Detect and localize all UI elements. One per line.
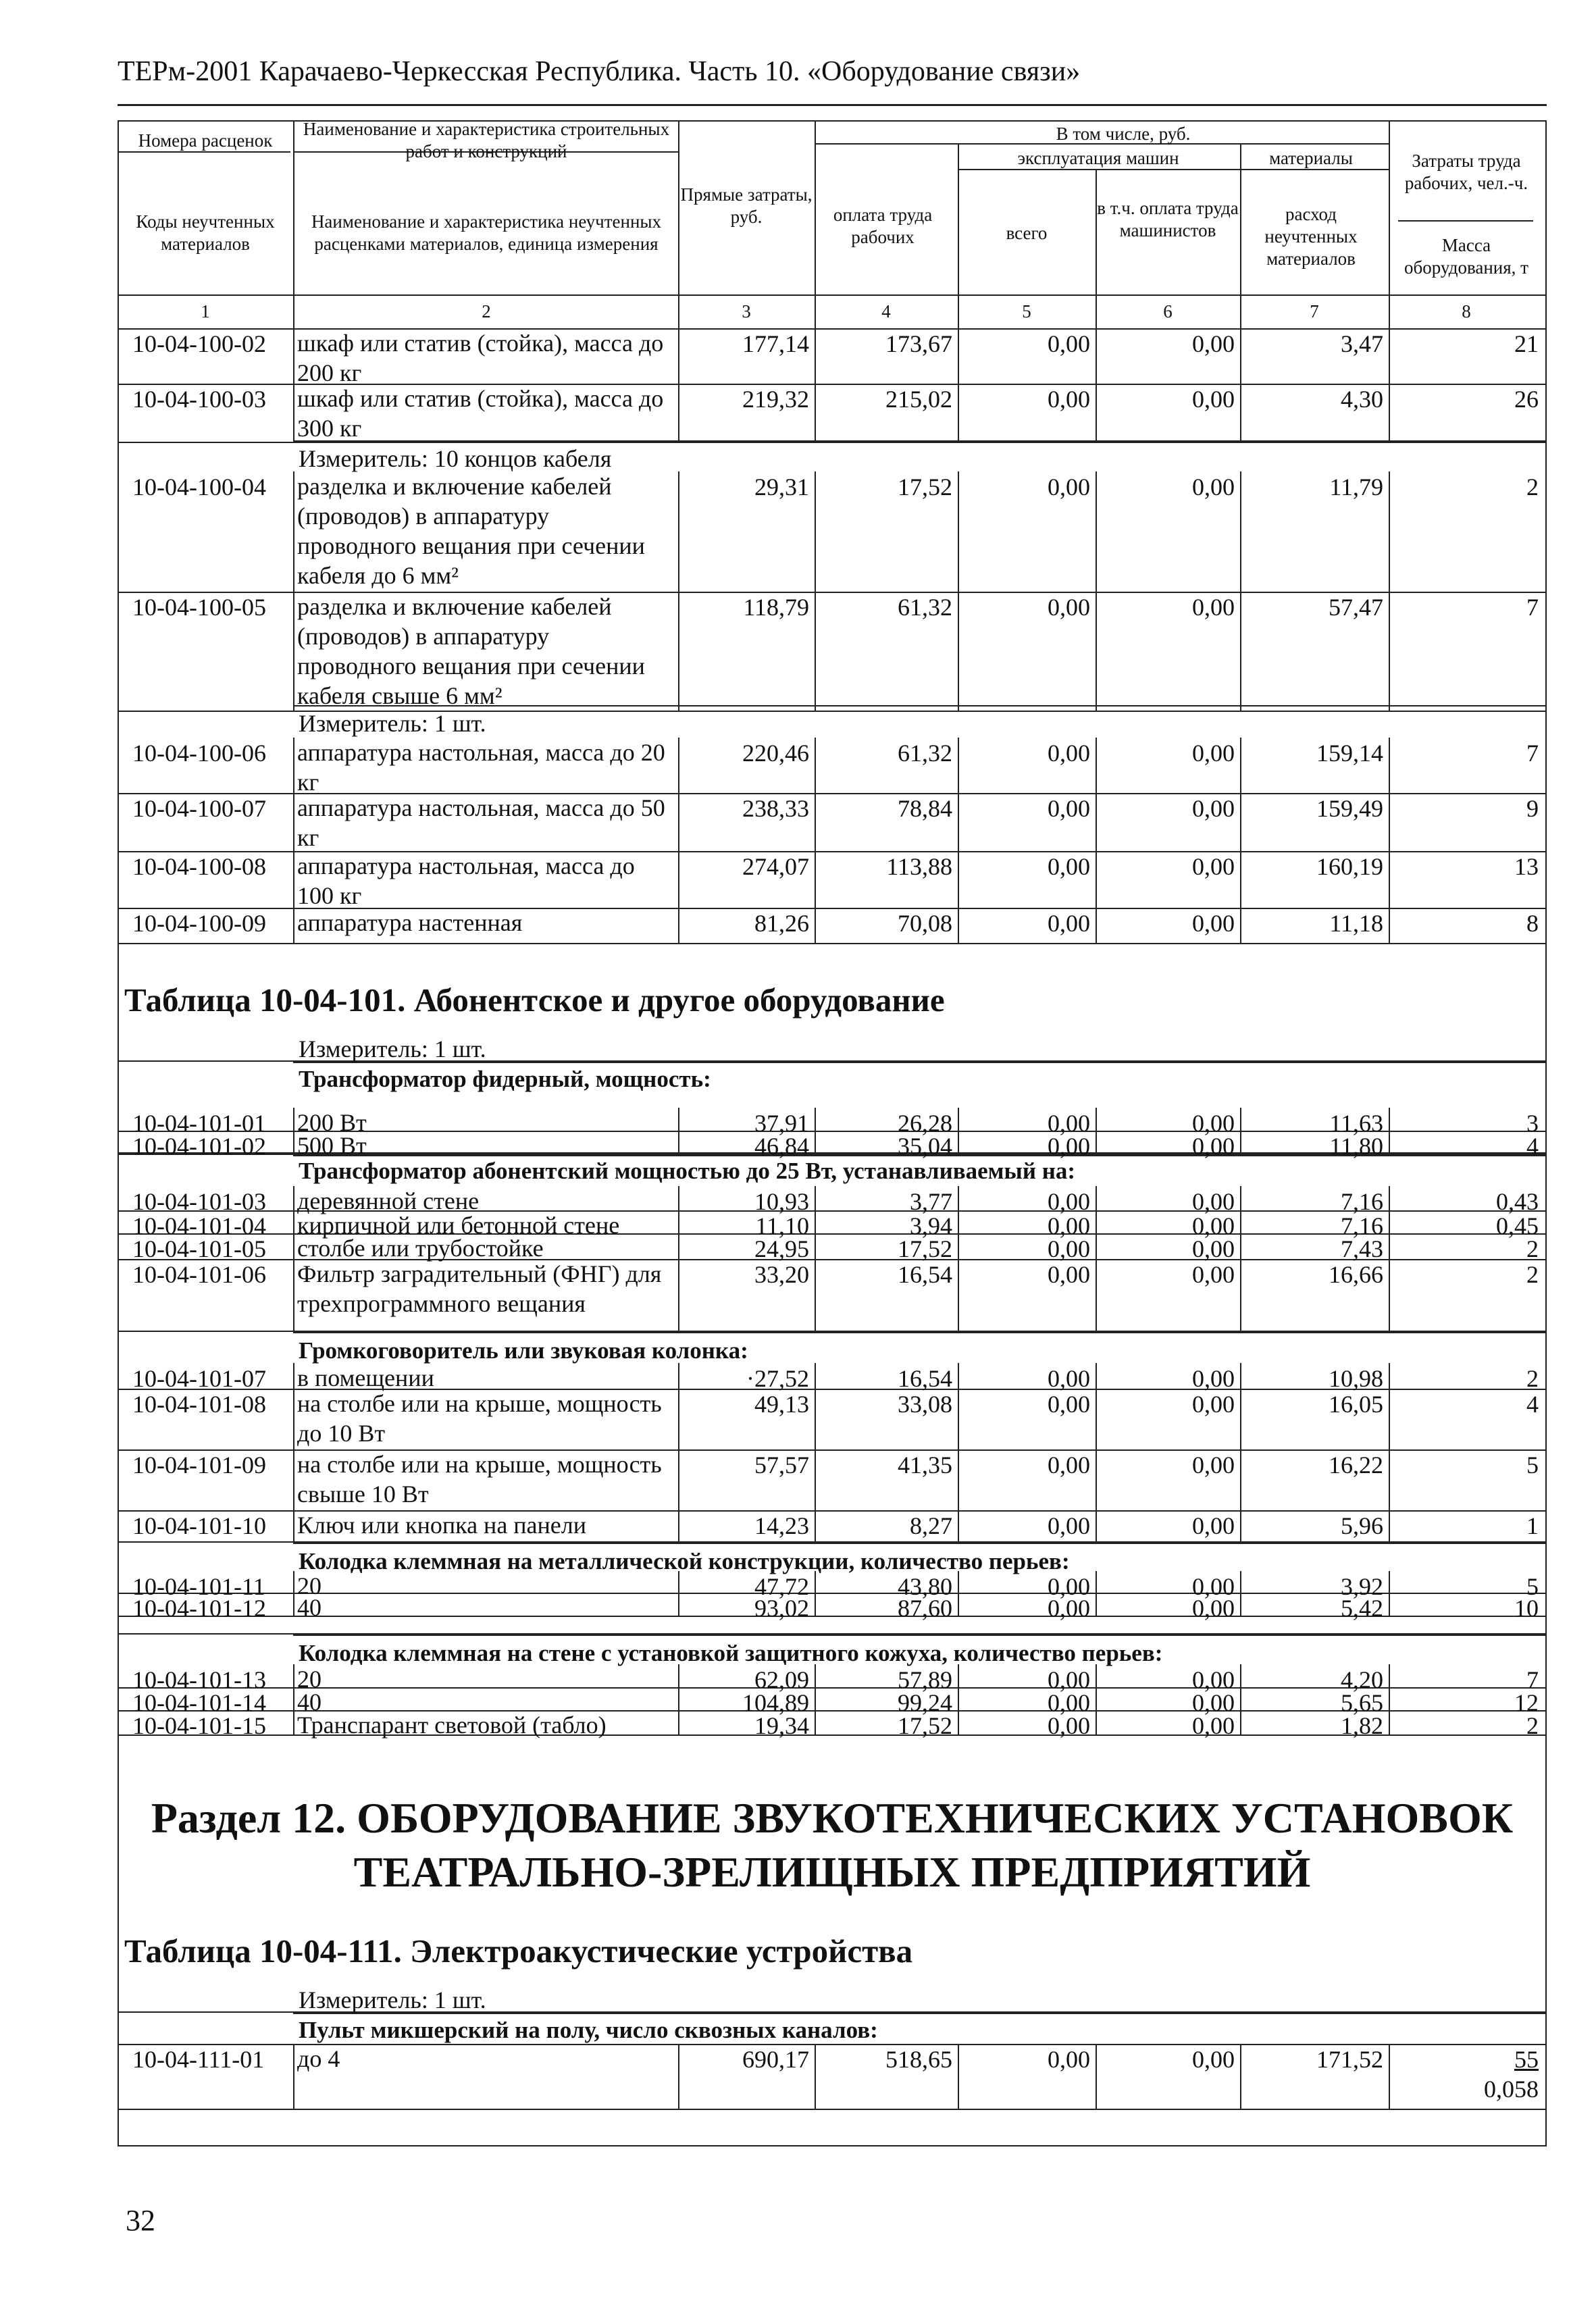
direct-costs: 238,33 — [742, 795, 809, 822]
rate-name: 20 — [297, 1666, 321, 1693]
row-vline — [293, 1593, 294, 1616]
materials: 4,30 — [1341, 386, 1383, 413]
rate-name: на столбе или на крыше, мощность свыше 10 Вт — [297, 1451, 662, 1508]
rate-code: 10-04-101-05 — [132, 1235, 266, 1262]
rate-code: 10-04-101-07 — [132, 1365, 266, 1392]
equipment-mass: 0,058 — [1484, 2076, 1539, 2103]
machine-total: 0,00 — [1048, 1595, 1090, 1622]
table-10-04-101-title: Таблица 10-04-101. Абонентское и другое оборудование — [124, 981, 945, 1019]
worker-wages: 78,84 — [898, 795, 952, 822]
worker-wages: 70,08 — [898, 910, 952, 937]
rate-name: до 4 — [297, 2045, 340, 2072]
direct-costs: 10,93 — [754, 1188, 809, 1215]
rate-name: аппаратура настенная — [297, 909, 523, 936]
labor-hours: 2 — [1526, 1235, 1539, 1262]
worker-wages: 8,27 — [910, 1512, 952, 1539]
materials: 3,47 — [1341, 330, 1383, 357]
direct-costs: 220,46 — [742, 740, 809, 767]
machine-total: 0,00 — [1048, 853, 1090, 880]
labor-hours: 21 — [1514, 330, 1539, 357]
rate-name: кирпичной или бетонной стене — [297, 1212, 620, 1239]
machine-total: 0,00 — [1048, 910, 1090, 937]
worker-wages: 16,54 — [898, 1261, 952, 1288]
page-number: 32 — [126, 2204, 155, 2237]
machine-total: 0,00 — [1048, 1365, 1090, 1392]
row-vline — [293, 1131, 294, 1152]
row-vline — [293, 2044, 294, 2109]
rate-name: 500 Вт — [297, 1132, 367, 1159]
group-terminal-block-metal: Колодка клеммная на металлической конструкции, количество перьев: — [299, 1548, 1070, 1574]
machine-total: 0,00 — [1048, 1712, 1090, 1739]
machinist-wages: 0,00 — [1192, 740, 1235, 767]
direct-costs: 37,91 — [754, 1110, 809, 1137]
materials: 7,43 — [1341, 1235, 1383, 1262]
row-vline — [293, 384, 294, 442]
rate-name: аппаратура настольная, масса до 100 кг — [297, 852, 635, 909]
row-vline — [293, 1210, 294, 1233]
labor-hours: 5 — [1526, 1573, 1539, 1600]
worker-wages: 35,04 — [898, 1133, 952, 1160]
rate-name: столбе или трубостойке — [297, 1235, 544, 1262]
machinist-wages: 0,00 — [1192, 330, 1235, 357]
worker-wages: 16,54 — [898, 1365, 952, 1392]
rate-name: аппаратура настольная, масса до 50 кг — [297, 794, 665, 851]
machine-total: 0,00 — [1048, 1666, 1090, 1693]
row-vline — [293, 1363, 294, 1389]
machine-total: 0,00 — [1048, 795, 1090, 822]
machinist-wages: 0,00 — [1192, 1365, 1235, 1392]
rate-code: 10-04-101-15 — [132, 1712, 266, 1739]
worker-wages: 99,24 — [898, 1689, 952, 1716]
colnum-4: 4 — [881, 301, 891, 322]
labor-hours: 5 — [1526, 1451, 1539, 1479]
machinist-wages: 0,00 — [1192, 1595, 1235, 1622]
labor-hours: 7 — [1526, 740, 1539, 767]
measure-unit: Измеритель: 1 шт. — [299, 1986, 486, 2013]
machinist-wages: 0,00 — [1192, 1451, 1235, 1479]
row-vline — [293, 1259, 294, 1331]
machinist-wages: 0,00 — [1192, 594, 1235, 621]
worker-wages: 87,60 — [898, 1595, 952, 1622]
direct-costs: 11,10 — [755, 1212, 809, 1239]
worker-wages: 3,94 — [910, 1212, 952, 1239]
labor-hours: 2 — [1526, 1365, 1539, 1392]
labor-hours: 12 — [1514, 1689, 1539, 1716]
direct-costs: 57,57 — [754, 1451, 809, 1479]
materials: 11,80 — [1329, 1133, 1383, 1160]
materials: 57,47 — [1329, 594, 1383, 621]
rate-name: Фильтр заградительный (ФНГ) для трехпрограммного вещания — [297, 1260, 662, 1317]
direct-costs: 177,14 — [742, 330, 809, 357]
labor-hours: 4 — [1526, 1391, 1539, 1418]
header-col4: оплата труда рабочих — [833, 205, 933, 247]
machinist-wages: 0,00 — [1192, 853, 1235, 880]
worker-wages: 17,52 — [898, 473, 952, 500]
rate-name: 20 — [297, 1572, 321, 1599]
materials: 1,82 — [1341, 1712, 1383, 1739]
header-incl: В том числе, руб. — [1056, 123, 1191, 144]
labor-hours: 0,43 — [1496, 1188, 1539, 1215]
rate-name: деревянной стене — [297, 1187, 480, 1214]
machinist-wages: 0,00 — [1192, 910, 1235, 937]
materials: 10,98 — [1329, 1365, 1383, 1392]
direct-costs: ·27,52 — [746, 1365, 809, 1392]
rate-code: 10-04-101-02 — [132, 1133, 266, 1160]
rate-name: в помещении — [297, 1364, 434, 1391]
machinist-wages: 0,00 — [1192, 2046, 1235, 2073]
header-col8-bottom: Масса оборудования, т — [1404, 235, 1528, 278]
rate-code: 10-04-101-09 — [132, 1451, 266, 1479]
colnum-5: 5 — [1022, 301, 1031, 322]
machinist-wages: 0,00 — [1192, 1133, 1235, 1160]
rate-name: разделка и включение кабелей (проводов) в аппаратуру проводного вещания при сечении кабеля свыше 6 мм² — [297, 593, 645, 709]
worker-wages: 518,65 — [885, 2046, 952, 2073]
labor-hours: 7 — [1526, 1666, 1539, 1693]
row-vline — [293, 793, 294, 851]
measure-unit: Измеритель: 1 шт. — [299, 710, 486, 737]
row-vline — [293, 1389, 294, 1449]
machinist-wages: 0,00 — [1192, 1512, 1235, 1539]
machinist-wages: 0,00 — [1192, 1391, 1235, 1418]
rate-name: Ключ или кнопка на панели — [297, 1512, 587, 1539]
header-col3: Прямые затраты, руб. — [680, 184, 813, 227]
row-vline — [293, 738, 294, 793]
machine-total: 0,00 — [1048, 1212, 1090, 1239]
labor-hours: 26 — [1514, 386, 1539, 413]
row-vline — [293, 328, 294, 384]
direct-costs: 33,20 — [754, 1261, 809, 1288]
rate-code: 10-04-100-09 — [132, 910, 266, 937]
header-col6: в т.ч. оплата труда машинистов — [1097, 198, 1239, 240]
row-rule — [118, 1541, 1547, 1543]
row-rule — [118, 1331, 1547, 1332]
header-col2-bottom: Наименование и характеристика неучтенных расценками материалов, единица измерения — [311, 211, 662, 254]
materials: 16,22 — [1329, 1451, 1383, 1479]
machine-total: 0,00 — [1048, 1689, 1090, 1716]
header-bottom-rule — [118, 294, 1547, 296]
machinist-wages: 0,00 — [1192, 1666, 1235, 1693]
worker-wages: 215,02 — [885, 386, 952, 413]
colnum-2: 2 — [482, 301, 491, 322]
header-mach: эксплуатация машин — [1017, 147, 1179, 168]
materials: 171,52 — [1316, 2046, 1383, 2073]
header-col7: расход неучтенных материалов — [1264, 203, 1358, 269]
direct-costs: 104,89 — [742, 1689, 809, 1716]
row-vline — [293, 1510, 294, 1541]
labor-hours: 2 — [1526, 473, 1539, 500]
worker-wages: 113,88 — [886, 853, 952, 880]
direct-costs: 29,31 — [754, 473, 809, 500]
materials: 160,19 — [1316, 853, 1383, 880]
measure-unit: Измеритель: 1 шт. — [299, 1035, 486, 1062]
worker-wages: 43,80 — [898, 1573, 952, 1600]
rate-code: 10-04-101-14 — [132, 1689, 266, 1716]
worker-wages: 3,77 — [910, 1188, 952, 1215]
rate-code: 10-04-101-04 — [132, 1212, 266, 1239]
direct-costs: 46,84 — [754, 1133, 809, 1160]
materials: 5,42 — [1341, 1595, 1383, 1622]
materials: 7,16 — [1341, 1212, 1383, 1239]
rate-code: 10-04-100-04 — [132, 473, 266, 500]
rate-name: Транспарант световой (табло) — [297, 1712, 607, 1739]
labor-hours: 13 — [1514, 853, 1539, 880]
worker-wages: 17,52 — [898, 1235, 952, 1262]
section-12-title: Раздел 12. ОБОРУДОВАНИЕ ЗВУКОТЕХНИЧЕСКИХ УСТАНОВОК ТЕАТРАЛЬНО-ЗРЕЛИЩНЫХ ПРЕДПРИЯТИЙ — [151, 1794, 1514, 1896]
machinist-wages: 0,00 — [1192, 1188, 1235, 1215]
group-mixing-console: Пульт микшерский на полу, число сквозных каналов: — [299, 2017, 878, 2043]
labor-hours: 2 — [1526, 1261, 1539, 1288]
row-rule — [118, 943, 1547, 944]
row-vline — [293, 1571, 294, 1593]
header-col1-top: Номера расценок — [138, 130, 273, 151]
labor-hours: 9 — [1526, 795, 1539, 822]
colnum-6: 6 — [1163, 301, 1173, 322]
direct-costs: 118,79 — [743, 594, 809, 621]
rate-name: разделка и включение кабелей (проводов) в аппаратуру проводного вещания при сечении кабеля до 6 мм² — [297, 473, 645, 589]
materials: 16,05 — [1329, 1391, 1383, 1418]
labor-hours: 1 — [1526, 1512, 1539, 1539]
rate-name: 40 — [297, 1689, 321, 1716]
machinist-wages: 0,00 — [1192, 473, 1235, 500]
materials: 11,18 — [1329, 910, 1383, 937]
rate-code: 10-04-100-02 — [132, 330, 266, 357]
rate-code: 10-04-100-07 — [132, 795, 266, 822]
direct-costs: 62,09 — [754, 1666, 809, 1693]
machinist-wages: 0,00 — [1192, 1212, 1235, 1239]
row-vline — [293, 1664, 294, 1687]
direct-costs: 93,02 — [754, 1595, 809, 1622]
section-rule — [118, 1633, 1547, 1635]
header-mat: материалы — [1269, 147, 1353, 168]
rate-code: 10-04-101-03 — [132, 1188, 266, 1215]
labor-hours: 10 — [1514, 1595, 1539, 1622]
group-top-rule — [293, 1332, 1547, 1333]
machine-total: 0,00 — [1048, 1573, 1090, 1600]
row-vline — [293, 592, 294, 711]
machine-total: 0,00 — [1048, 1261, 1090, 1288]
machine-total: 0,00 — [1048, 594, 1090, 621]
header-col8-top: Затраты труда рабочих, чел.-ч. — [1404, 151, 1528, 193]
rate-code: 10-04-100-03 — [132, 386, 266, 413]
machine-total: 0,00 — [1048, 1451, 1090, 1479]
machinist-wages: 0,00 — [1192, 1689, 1235, 1716]
machine-total: 0,00 — [1048, 1110, 1090, 1137]
labor-hours: 4 — [1526, 1133, 1539, 1160]
rate-code: 10-04-101-13 — [132, 1666, 266, 1693]
worker-wages: 57,89 — [898, 1666, 952, 1693]
rate-name: 40 — [297, 1594, 321, 1621]
worker-wages: 61,32 — [898, 594, 952, 621]
materials: 3,92 — [1341, 1573, 1383, 1600]
materials: 16,66 — [1329, 1261, 1383, 1288]
row-vline — [293, 1710, 294, 1734]
worker-wages: 17,52 — [898, 1712, 952, 1739]
machine-total: 0,00 — [1048, 473, 1090, 500]
row-vline — [293, 851, 294, 908]
rate-name: на столбе или на крыше, мощность до 10 Вт — [297, 1390, 662, 1447]
rate-name: 200 Вт — [297, 1109, 367, 1136]
machinist-wages: 0,00 — [1192, 1110, 1235, 1137]
labor-hours: 55 — [1514, 2046, 1539, 2073]
direct-costs: 24,95 — [754, 1235, 809, 1262]
rate-code: 10-04-101-01 — [132, 1110, 266, 1137]
direct-costs: 19,34 — [754, 1712, 809, 1739]
materials: 5,65 — [1341, 1689, 1383, 1716]
group-feeder-transformer: Трансформатор фидерный, мощность: — [299, 1066, 711, 1092]
worker-wages: 26,28 — [898, 1110, 952, 1137]
machine-total: 0,00 — [1048, 2046, 1090, 2073]
rate-code: 10-04-101-06 — [132, 1261, 266, 1288]
machinist-wages: 0,00 — [1192, 1235, 1235, 1262]
machine-total: 0,00 — [1048, 1188, 1090, 1215]
labor-hours: 0,45 — [1496, 1212, 1539, 1239]
row-vline — [293, 471, 294, 592]
labor-hours: 7 — [1526, 594, 1539, 621]
running-header: ТЕРм-2001 Карачаево-Черкесская Республика. Часть 10. «Оборудование связи» — [118, 56, 1081, 87]
rate-code: 10-04-101-08 — [132, 1391, 266, 1418]
rate-code: 10-04-100-06 — [132, 740, 266, 767]
colnum-3: 3 — [742, 301, 751, 322]
machine-total: 0,00 — [1048, 386, 1090, 413]
rate-code: 10-04-101-12 — [132, 1595, 266, 1622]
direct-costs: 81,26 — [754, 910, 809, 937]
rate-name: аппаратура настольная, масса до 20 кг — [297, 739, 665, 796]
worker-wages: 41,35 — [898, 1451, 952, 1479]
materials: 159,14 — [1316, 740, 1383, 767]
labor-hours: 3 — [1526, 1110, 1539, 1137]
labor-hours: 2 — [1526, 1712, 1539, 1739]
colnum-1: 1 — [201, 301, 210, 322]
machine-total: 0,00 — [1048, 1133, 1090, 1160]
measure-10-cable-ends: Измеритель: 10 концов кабеля — [299, 445, 612, 472]
machinist-wages: 0,00 — [1192, 1712, 1235, 1739]
rate-name: шкаф или статив (стойка), масса до 200 кг — [297, 330, 664, 386]
machinist-wages: 0,00 — [1192, 1573, 1235, 1600]
header-rule — [118, 104, 1547, 106]
machinist-wages: 0,00 — [1192, 795, 1235, 822]
direct-costs: 14,23 — [754, 1512, 809, 1539]
direct-costs: 47,72 — [754, 1573, 809, 1600]
header-col5: всего — [1006, 222, 1048, 243]
row-vline — [293, 908, 294, 943]
rate-code: 10-04-111-01 — [132, 2046, 265, 2073]
direct-costs: 274,07 — [742, 853, 809, 880]
machine-total: 0,00 — [1048, 1235, 1090, 1262]
worker-wages: 173,67 — [885, 330, 952, 357]
rate-code: 10-04-101-10 — [132, 1512, 266, 1539]
materials: 11,63 — [1329, 1110, 1383, 1137]
row-rule — [118, 2109, 1547, 2110]
table-10-04-111-title: Таблица 10-04-111. Электроакустические устройства — [124, 1932, 913, 1970]
row-vline — [293, 1687, 294, 1710]
group-top-rule — [293, 1635, 1547, 1636]
machine-total: 0,00 — [1048, 740, 1090, 767]
machinist-wages: 0,00 — [1192, 1261, 1235, 1288]
materials: 4,20 — [1341, 1666, 1383, 1693]
group-subscriber-transformer: Трансформатор абонентский мощностью до 25 Вт, устанавливаемый на: — [299, 1158, 1076, 1184]
row-vline — [293, 1108, 294, 1131]
row-vline — [293, 1449, 294, 1510]
colnum-7: 7 — [1310, 301, 1319, 322]
labor-hours: 8 — [1526, 910, 1539, 937]
colnum-8: 8 — [1462, 301, 1471, 322]
group-terminal-block-wall: Колодка клеммная на стене с установкой защитного кожуха, количество перьев: — [299, 1640, 1163, 1666]
machine-total: 0,00 — [1048, 330, 1090, 357]
worker-wages: 61,32 — [898, 740, 952, 767]
rate-code: 10-04-101-11 — [132, 1573, 265, 1600]
header-col1-bottom: Коды неучтенных материалов — [136, 211, 275, 254]
row-vline — [293, 1186, 294, 1210]
machine-total: 0,00 — [1048, 1512, 1090, 1539]
materials: 159,49 — [1316, 795, 1383, 822]
machine-total: 0,00 — [1048, 1391, 1090, 1418]
direct-costs: 49,13 — [754, 1391, 809, 1418]
rate-code: 10-04-100-05 — [132, 594, 266, 621]
group-top-rule — [293, 1543, 1547, 1544]
direct-costs: 690,17 — [742, 2046, 809, 2073]
rate-code: 10-04-100-08 — [132, 853, 266, 880]
worker-wages: 33,08 — [898, 1391, 952, 1418]
machinist-wages: 0,00 — [1192, 386, 1235, 413]
materials: 5,96 — [1341, 1512, 1383, 1539]
direct-costs: 219,32 — [742, 386, 809, 413]
rate-name: шкаф или статив (стойка), масса до 300 кг — [297, 385, 664, 442]
header-col2-top: Наименование и характеристика строительных работ и конструкций — [303, 119, 670, 161]
row-vline — [293, 1233, 294, 1259]
group-loudspeaker: Громкоговоритель или звуковая колонка: — [299, 1337, 748, 1364]
materials: 11,79 — [1329, 473, 1383, 500]
materials: 7,16 — [1341, 1188, 1383, 1215]
